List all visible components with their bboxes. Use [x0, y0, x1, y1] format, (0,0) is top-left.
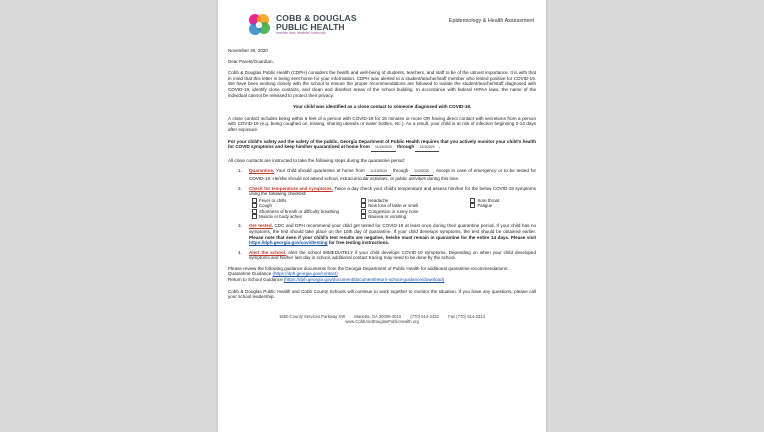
guidance-quarantine-link[interactable]: (https://dph.georgia.gov/contact) — [272, 271, 338, 277]
footer-website[interactable]: www.CobbAndDouglasPublicHealth.org — [345, 319, 419, 325]
through-word: through — [392, 168, 409, 174]
checklist-item[interactable]: Sore throat — [470, 198, 536, 203]
letter-footer — [228, 314, 536, 325]
checklist-item[interactable]: Fatigue — [470, 203, 536, 208]
quarantine-to-date: 12/3/2020 — [415, 145, 438, 152]
step-number: 2. — [238, 185, 242, 191]
logo — [245, 11, 357, 39]
footer-fax: Fax (770) 514-2313 — [448, 313, 485, 319]
guidance-label: Quarantine Guidance — [228, 271, 272, 277]
footer-phone: (770) 514-2432 — [410, 313, 439, 319]
step-alert-school — [238, 250, 536, 261]
guidance-intro: Please review the following guidance documents from the Georgia Department of Public Health for additional quarantine recommendations: — [228, 265, 509, 271]
closing-paragraph: Cobb & Douglas Public Health and Cobb County Schools will continue to work together to monitor the situation. If you have any questions, please call your school leadership. — [228, 288, 536, 300]
close-contact-definition: A close contact includes being within 6 feet of a person with COVID-19 for 15 minutes or more OR having direct contact with secretions from a person with COVID-19 (e.g. being coughed on, kissing, sharing utensils or water bottles, etc.). As a result, your child is at risk of infection beginning 2-14 days after exposure. — [228, 115, 536, 132]
symptom-checklist — [249, 198, 536, 220]
step-title: Quarantine. — [249, 168, 275, 174]
footer-address: 1650 County Services Parkway SW — [279, 313, 346, 319]
checkbox[interactable] — [252, 214, 257, 219]
step-to-date: 12/3/2020 — [410, 169, 433, 176]
guidance-label: Return to School Guidance — [228, 277, 283, 283]
step-important-note: Please note that even if your child's test results are negative, he/she must remain in quarantine for the entire 14 days. Please visit — [249, 234, 536, 240]
step-from-date: 11/19/2020 — [366, 169, 391, 176]
letter-page — [218, 0, 546, 432]
quarantine-from-date: 11/19/2020 — [371, 145, 396, 152]
step-title: Get tested. — [249, 223, 273, 229]
step-text: Alert the school IMMEDIATELY if your child develops COVID-19 symptoms. Depending on when your child developed symptoms and his/her last day in school, additional contact tracing may need to be done by the school. — [249, 249, 536, 261]
guidance-return-to-school — [228, 277, 536, 283]
step-title: Alert the school. — [249, 249, 287, 255]
step-check-symptoms — [238, 186, 536, 220]
checklist-item[interactable]: Nausea or vomiting — [361, 214, 470, 219]
step-text-end: for free testing instructions. — [328, 240, 390, 246]
department-name: Epidemiology & Health Assessment — [448, 18, 534, 24]
step-text: Your child should quarantine at home from — [276, 168, 365, 174]
logo-name-line-2: PUBLIC HEALTH — [276, 21, 345, 32]
testing-link[interactable]: https://dph.georgia.gov/covidtesting — [249, 240, 328, 246]
checklist-item[interactable]: Muscle or body aches — [252, 214, 361, 219]
logo-flower-icon — [245, 11, 273, 39]
salutation: Dear Parent/Guardian, — [228, 58, 274, 64]
step-number: 3. — [238, 223, 242, 229]
checklist-item[interactable]: Cough — [252, 203, 361, 208]
step-get-tested — [238, 223, 536, 245]
close-contact-notice: Your child was identified as a close contact to someone diagnosed with COVID-19. — [292, 104, 472, 110]
checklist-item[interactable]: Shortness of breath or difficulty breathing — [252, 209, 361, 214]
footer-city: Marietta, GA 30008-4010 — [354, 313, 402, 319]
logo-tagline: healthier lives, healthier community — [276, 31, 326, 36]
step-text: Twice a day check your child's temperature and assess him/her for the below COVID-19 symptoms using the following checklist: — [249, 185, 536, 197]
step-quarantine — [238, 168, 536, 181]
letter-header — [228, 10, 536, 42]
through-word: through — [397, 144, 415, 150]
checklist-item[interactable]: Fever or chills — [252, 198, 361, 203]
background-right — [546, 0, 764, 432]
quarantine-requirement: For your child's safety and the safety of the public, Georgia Department of Public Health requires that you actively monitor your child's health for COVID symptoms and keep him/her quarantined at home from 11/19/2020 through 12/3/2020 . — [228, 139, 536, 152]
checklist-item[interactable]: New loss of taste or smell — [361, 203, 470, 208]
checklist-item[interactable]: Congestion or runny nose — [361, 209, 470, 214]
checklist-item[interactable]: Headache — [361, 198, 470, 203]
logo-name-line-1: COBB & DOUGLAS — [276, 13, 357, 24]
checkbox[interactable] — [361, 214, 366, 219]
steps-list — [228, 168, 536, 261]
step-title: Check for temperature and symptoms. — [249, 185, 333, 191]
intro-paragraph: Cobb & Douglas Public Health (CDPH) considers the health and well-being of students, teachers, and staff to be of the utmost importance. It is with that in mind that this letter is being sent home for your information. CDPH was alerted to a student/teacher/staff member who tested positive for COVID-19. We have been working closely with the school to ensure the proper recommendations are followed to isolate the student/teacher/staff diagnosed with COVID-19, identify close contacts, and clean and disinfect areas of the school building. In accordance with federal HIPAA laws, the name of the individual cannot be released to protect their privacy. — [228, 70, 536, 98]
step-number: 4. — [238, 249, 242, 255]
guidance-return-link[interactable]: (https://dph.georgia.gov/document/document/return-school-guidance/download) — [283, 277, 445, 283]
step-text: CDC and DPH recommend your child get tested for COVID-19 at least once during their quarantine period. If your child has no symptoms, the test should take place on the 10th day of quarantine. If your child develops symptoms, the test should be obtained earlier. — [249, 223, 537, 234]
background-left — [0, 0, 218, 432]
letter-date: November 30, 2020 — [228, 48, 268, 53]
step-number: 1. — [238, 168, 242, 174]
quarantine-requirement-text: For your child's safety and the safety of the public, Georgia Department of Public Health requires that you actively monitor your child's health for COVID symptoms and keep him/her quarantined at home from — [228, 138, 536, 150]
checklist-empty — [470, 214, 536, 219]
step-text-continued: , except in case of emergency or to be tested for COVID-19. He/she should not attend school, extracurricular activities, or public activities during this time. — [249, 168, 536, 181]
steps-intro: All close contacts are instructed to take the following steps during the quarantine period: — [228, 157, 405, 163]
